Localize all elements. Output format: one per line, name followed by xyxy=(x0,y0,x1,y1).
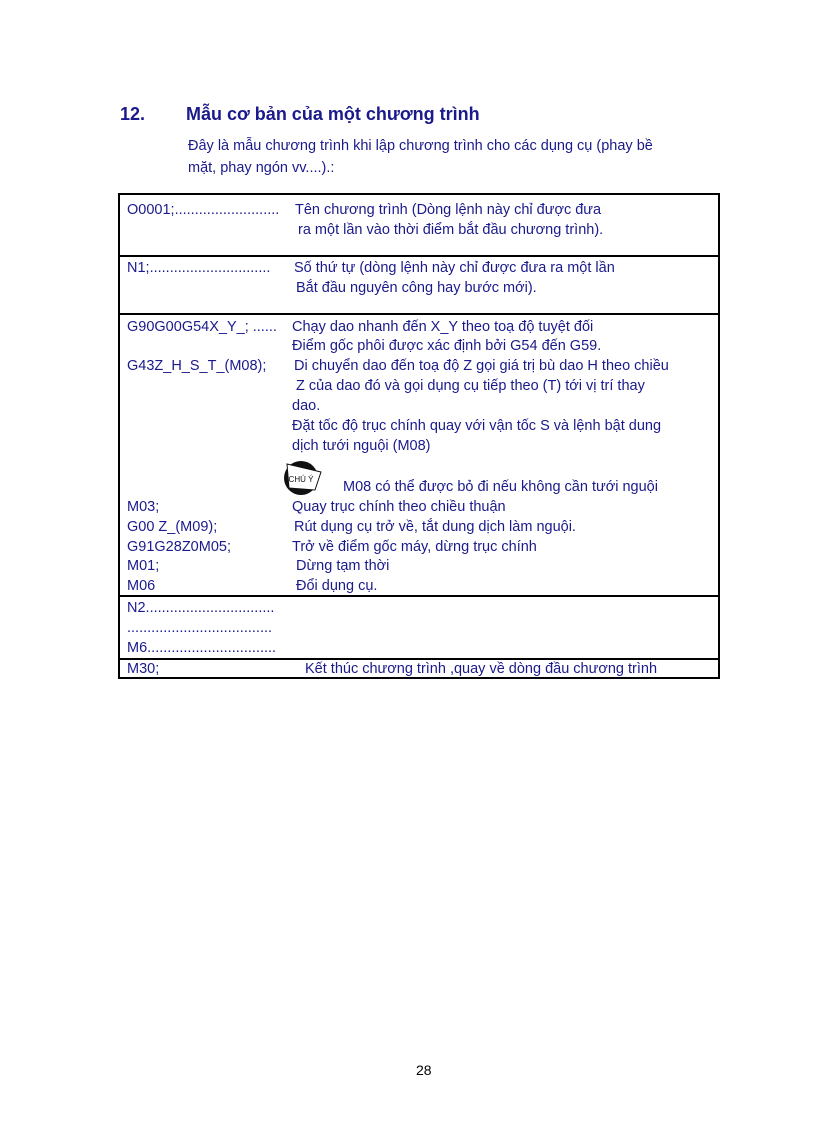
program-desc: Di chuyển dao đến toạ độ Z gọi giá trị bù dao H theo chiều xyxy=(294,358,669,374)
note-text: M08 có thể được bỏ đi nếu không cần tưới nguội xyxy=(343,479,658,495)
program-desc: Trở về điểm gốc máy, dừng trục chính xyxy=(292,539,537,555)
program-code: G43Z_H_S_T_(M08); xyxy=(127,358,267,374)
program-desc: ra một lần vào thời điểm bắt đầu chương trình). xyxy=(298,222,604,238)
note-badge-label: CHÚ Ý xyxy=(288,475,314,484)
program-desc: Z của dao đó và gọi dụng cụ tiếp theo (T) tới vị trí thay xyxy=(296,378,645,394)
program-code: O0001;.......................... xyxy=(127,202,280,218)
program-desc: Tên chương trình (Dòng lệnh này chỉ được đưa xyxy=(295,202,602,218)
program-desc: dao. xyxy=(292,398,321,414)
program-desc: Số thứ tự (dòng lệnh này chỉ được đưa ra một lần xyxy=(294,260,615,276)
intro-line-1: Đây là mẫu chương trình khi lập chương trình cho các dụng cụ (phay bề xyxy=(188,138,653,154)
page-number: 28 xyxy=(416,1062,432,1078)
program-desc: Rút dụng cụ trở về, tắt dung dịch làm nguội. xyxy=(294,519,576,535)
program-desc: Chạy dao nhanh đến X_Y theo toạ độ tuyệt đối xyxy=(292,319,594,335)
program-code: M30; xyxy=(127,661,160,677)
program-desc: Quay trục chính theo chiều thuận xyxy=(292,499,506,515)
program-code: M6................................ xyxy=(127,640,277,656)
intro-line-2: mặt, phay ngón vv....).: xyxy=(188,160,335,176)
program-code: N1;.............................. xyxy=(127,260,271,276)
program-code: N2................................ xyxy=(127,600,275,616)
program-code: G91G28Z0M05; xyxy=(127,539,231,555)
program-desc: dịch tưới nguội (M08) xyxy=(292,438,431,454)
program-code: M01; xyxy=(127,558,160,574)
program-desc: Bắt đầu nguyên công hay bước mới). xyxy=(296,280,537,296)
program-desc: Dừng tạm thời xyxy=(296,558,390,574)
row-divider xyxy=(118,255,720,257)
program-code: G00 Z_(M09); xyxy=(127,519,218,535)
section-number: 12. xyxy=(120,104,146,124)
note-badge-icon xyxy=(281,456,325,500)
row-divider xyxy=(118,595,720,597)
program-desc: Điểm gốc phôi được xác định bởi G54 đến G59. xyxy=(292,338,602,354)
program-desc: Đặt tốc độ trục chính quay với vận tốc S và lệnh bật dung xyxy=(292,418,662,434)
program-desc: Đổi dụng cụ. xyxy=(296,578,378,594)
row-divider xyxy=(118,313,720,315)
program-code: M06 xyxy=(127,578,156,594)
program-code: .................................... xyxy=(127,620,273,636)
section-title: Mẫu cơ bản của một chương trình xyxy=(186,104,480,124)
program-desc: Kết thúc chương trình ,quay về dòng đầu chương trình xyxy=(305,661,658,677)
program-code: G90G00G54X_Y_; ...... xyxy=(127,319,277,335)
program-code: M03; xyxy=(127,499,160,515)
